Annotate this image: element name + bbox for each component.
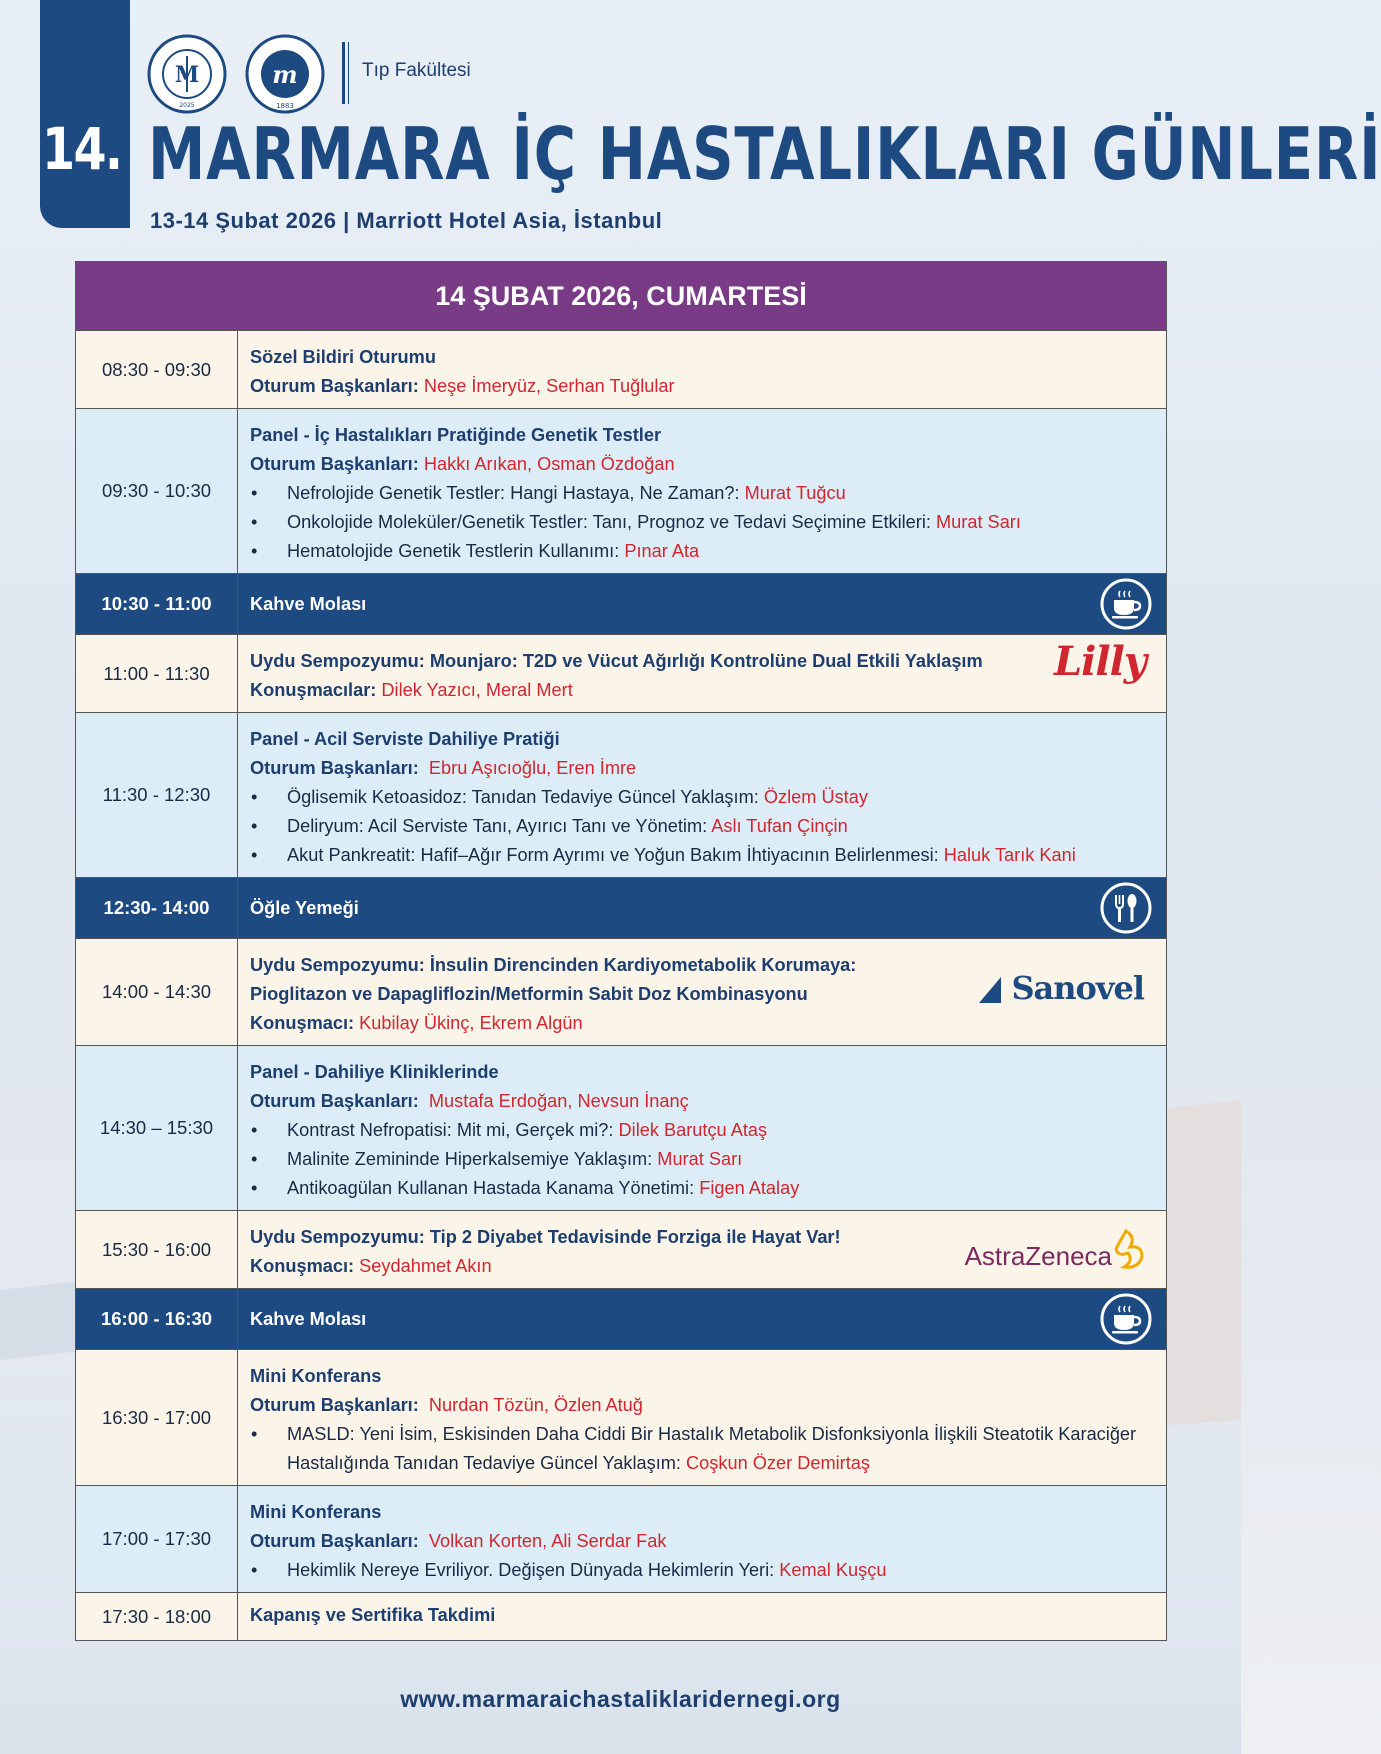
session-title: Uydu Sempozyumu: Mounjaro: T2D ve Vücut Ağırlığı Kontrolüne Dual Etkili Yaklaşım	[250, 651, 983, 671]
chair-label: Konuşmacı:	[250, 1256, 355, 1276]
session-row	[76, 1211, 1166, 1289]
talk-topic: Deliryum: Acil Serviste Tanı, Ayırıcı Tanı ve Yönetim:	[287, 816, 708, 836]
session-content	[238, 409, 1166, 573]
footer-url[interactable]: www.marmaraichastaliklaridernegi.org	[400, 1686, 841, 1712]
talk-item	[250, 1145, 1154, 1174]
session-title-line2: Pioglitazon ve Dapagliflozin/Metformin Sabit Doz Kombinasyonu	[250, 984, 808, 1004]
coffee-cup-icon	[1100, 1293, 1152, 1345]
talk-topic: Malinite Zemininde Hiperkalsemiye Yaklaşım:	[287, 1149, 653, 1169]
chair-names: Ebru Aşıcıoğlu, Eren İmre	[428, 758, 637, 778]
talk-list	[250, 479, 1154, 566]
talk-list	[250, 1556, 1154, 1585]
session-title: Panel - İç Hastalıkları Pratiğinde Genetik Testler	[250, 425, 662, 445]
session-content	[238, 1046, 1166, 1210]
chair-label: Oturum Başkanları:	[250, 1395, 419, 1415]
talk-topic: Nefrolojide Genetik Testler: Hangi Hastaya, Ne Zaman?:	[287, 483, 740, 503]
chair-names: Volkan Korten, Ali Serdar Fak	[428, 1531, 667, 1551]
session-title: Mini Konferans	[250, 1366, 382, 1386]
talk-speaker: Figen Atalay	[699, 1178, 800, 1198]
talk-list	[250, 1420, 1154, 1478]
coffee-cup-icon	[1100, 578, 1152, 630]
edition-number: 14.	[42, 115, 122, 183]
talk-topic: Onkolojide Moleküler/Genetik Testler: Tanı, Prognoz ve Tedavi Seçimine Etkileri:	[287, 512, 931, 532]
session-content	[238, 1486, 1166, 1592]
session-title: Kahve Molası	[250, 1308, 367, 1329]
talk-topic: MASLD: Yeni İsim, Eskisinden Daha Ciddi Bir Hastalık Metabolik Disfonksiyonla İlişkili Steatotik Karaciğer Hastalığında Tanıdan Tedaviye Güncel Yaklaşım:	[287, 1424, 1137, 1473]
event-subtitle: 13-14 Şubat 2026 | Marriott Hotel Asia, İstanbul	[150, 208, 663, 233]
talk-speaker: Coşkun Özer Demirtaş	[686, 1453, 870, 1473]
break-row	[76, 878, 1166, 939]
talk-item	[250, 841, 1154, 870]
chair-label: Oturum Başkanları:	[250, 758, 419, 778]
chair-label: Oturum Başkanları:	[250, 376, 419, 396]
chair-names: Kubilay Ükinç, Ekrem Algün	[359, 1013, 583, 1033]
session-title: Sözel Bildiri Oturumu	[250, 347, 436, 367]
session-time: 09:30 - 10:30	[76, 409, 238, 573]
session-time: 16:00 - 16:30	[76, 1289, 238, 1349]
session-content	[238, 878, 1166, 938]
talk-speaker: Murat Sarı	[936, 512, 1021, 532]
session-row	[76, 1486, 1166, 1593]
talk-item	[250, 812, 1154, 841]
event-title: MARMARA İÇ HASTALIKLARI GÜNLERİ	[148, 112, 1381, 196]
session-content	[238, 1289, 1166, 1349]
sanovel-mark-icon	[979, 975, 1011, 1003]
header-divider	[342, 42, 345, 104]
session-time: 08:30 - 09:30	[76, 331, 238, 408]
svg-text:m: m	[272, 60, 298, 89]
session-row	[76, 1046, 1166, 1211]
talk-item	[250, 783, 1154, 812]
talk-item	[250, 1174, 1154, 1203]
session-content	[238, 1350, 1166, 1485]
university-logo	[245, 34, 325, 114]
sponsor-name: Sanovel	[1011, 969, 1144, 1007]
session-time: 10:30 - 11:00	[76, 574, 238, 634]
chair-label: Oturum Başkanları:	[250, 1091, 419, 1111]
session-time: 11:30 - 12:30	[76, 713, 238, 877]
talk-topic: Antikoagülan Kullanan Hastada Kanama Yönetimi:	[287, 1178, 695, 1198]
talk-speaker: Kemal Kuşçu	[779, 1560, 887, 1580]
session-row	[76, 1350, 1166, 1486]
session-title: Panel - Dahiliye Kliniklerinde	[250, 1062, 499, 1082]
talk-speaker: Murat Sarı	[657, 1149, 743, 1169]
session-row	[76, 331, 1166, 409]
session-row	[76, 635, 1166, 713]
session-time: 15:30 - 16:00	[76, 1211, 238, 1288]
session-content	[238, 1211, 1166, 1288]
talk-speaker: Dilek Barutçu Ataş	[618, 1120, 768, 1140]
break-row	[76, 574, 1166, 635]
logo2-year: 1883	[276, 102, 294, 110]
astrazeneca-mark-icon	[1112, 1227, 1146, 1271]
edition-tab	[40, 0, 130, 228]
talk-speaker: Pınar Ata	[624, 541, 700, 561]
sponsor-name: AstraZeneca	[964, 1241, 1112, 1271]
chair-label: Oturum Başkanları:	[250, 454, 419, 474]
talk-speaker: Aslı Tufan Çinçin	[711, 816, 848, 836]
talk-speaker: Özlem Üstay	[763, 787, 868, 807]
fork-spoon-icon	[1100, 882, 1152, 934]
chair-names: Mustafa Erdoğan, Nevsun İnanç	[428, 1091, 689, 1111]
talk-list	[250, 783, 1154, 870]
sponsor-logo-astrazeneca	[965, 1227, 1146, 1271]
chair-names: Dilek Yazıcı, Meral Mert	[381, 680, 573, 700]
talk-speaker: Murat Tuğcu	[744, 483, 846, 503]
talk-item	[250, 1420, 1154, 1478]
session-content	[238, 635, 1166, 712]
talk-topic: Akut Pankreatit: Hafif–Ağır Form Ayrımı ve Yoğun Bakım İhtiyacının Belirlenmesi:	[287, 845, 939, 865]
talk-item	[250, 1116, 1154, 1145]
session-time: 17:00 - 17:30	[76, 1486, 238, 1592]
session-row	[76, 713, 1166, 878]
session-row	[76, 939, 1166, 1046]
session-row	[76, 409, 1166, 574]
talk-item	[250, 479, 1154, 508]
session-title: Mini Konferans	[250, 1502, 382, 1522]
session-title: Panel - Acil Serviste Dahiliye Pratiği	[250, 729, 560, 749]
sponsor-logo-lilly: Lilly	[1054, 638, 1146, 685]
session-title: Kapanış ve Sertifika Takdimi	[250, 1605, 496, 1625]
talk-speaker: Haluk Tarık Kani	[943, 845, 1076, 865]
session-time: 11:00 - 11:30	[76, 635, 238, 712]
session-time: 12:30- 14:00	[76, 878, 238, 938]
chair-names: Nurdan Tözün, Özlen Atuğ	[428, 1395, 643, 1415]
talk-item	[250, 1556, 1154, 1585]
header-divider-thin	[348, 42, 349, 104]
chair-names: Neşe İmeryüz, Serhan Tuğlular	[423, 376, 675, 396]
talk-topic: Kontrast Nefropatisi: Mit mi, Gerçek mi?:	[287, 1120, 614, 1140]
session-title: Uydu Sempozyumu: İnsulin Direncinden Kardiyometabolik Korumaya:	[250, 955, 857, 975]
session-row	[76, 1593, 1166, 1640]
chair-label: Konuşmacı:	[250, 1013, 355, 1033]
session-time: 14:00 - 14:30	[76, 939, 238, 1045]
session-content	[238, 331, 1166, 408]
session-time: 17:30 - 18:00	[76, 1593, 238, 1640]
talk-item	[250, 508, 1154, 537]
program-table	[75, 261, 1167, 1641]
chair-label: Oturum Başkanları:	[250, 1531, 419, 1551]
talk-topic: Öglisemik Ketoasidoz: Tanıdan Tedaviye Güncel Yaklaşım:	[287, 787, 759, 807]
association-logo	[147, 34, 227, 114]
sponsor-logo-sanovel	[979, 969, 1144, 1007]
break-row	[76, 1289, 1166, 1350]
session-title: Öğle Yemeği	[250, 897, 359, 918]
logo1-year: 2025	[179, 102, 195, 109]
session-content	[238, 574, 1166, 634]
session-title: Kahve Molası	[250, 593, 367, 614]
svg-text:M: M	[174, 62, 200, 88]
session-time: 14:30 – 15:30	[76, 1046, 238, 1210]
talk-list	[250, 1116, 1154, 1203]
day-header: 14 ŞUBAT 2026, CUMARTESİ	[76, 262, 1166, 331]
talk-item	[250, 537, 1154, 566]
session-title: Uydu Sempozyumu: Tip 2 Diyabet Tedavisinde Forziga ile Hayat Var!	[250, 1227, 841, 1247]
faculty-label: Tıp Fakültesi	[362, 60, 471, 81]
chair-label: Konuşmacılar:	[250, 680, 377, 700]
chair-names: Hakkı Arıkan, Osman Özdoğan	[423, 454, 675, 474]
session-content	[238, 713, 1166, 877]
talk-topic: Hematolojide Genetik Testlerin Kullanımı:	[287, 541, 620, 561]
session-time: 16:30 - 17:00	[76, 1350, 238, 1485]
session-content	[238, 1593, 1166, 1640]
talk-topic: Hekimlik Nereye Evriliyor. Değişen Dünyada Hekimlerin Yeri:	[287, 1560, 775, 1580]
chair-names: Seydahmet Akın	[359, 1256, 492, 1276]
session-content	[238, 939, 1166, 1045]
